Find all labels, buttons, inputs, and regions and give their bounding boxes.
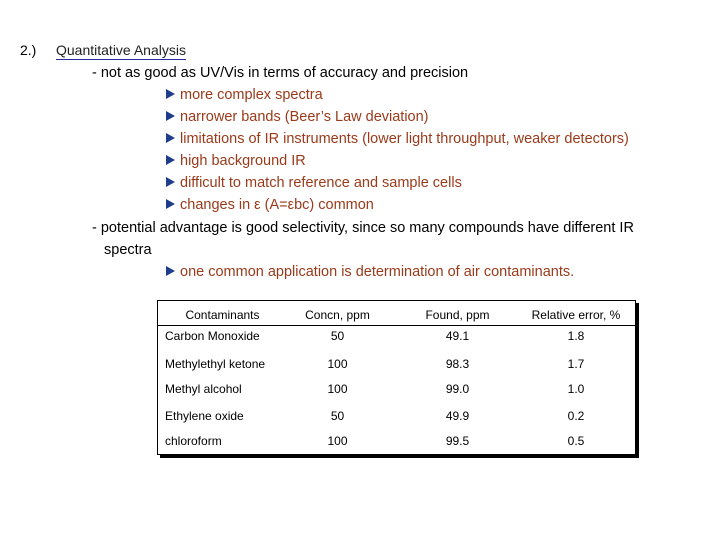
cell-found: 98.3 (445, 357, 470, 371)
col-header-contaminants: Contaminants (185, 308, 260, 322)
header-divider (157, 325, 636, 326)
cell-found: 49.1 (445, 329, 470, 343)
cell-contaminant: Ethylene oxide (165, 409, 244, 423)
point-selectivity: - potential advantage is good selectivity, since so many compounds have different IR (92, 220, 634, 236)
bullet-text: high background IR (180, 153, 306, 169)
table-box (157, 300, 636, 455)
bullet-text: changes in ε (A=εbc) common (180, 197, 374, 213)
section-title (56, 42, 186, 58)
arrow-bullet-icon (166, 199, 175, 209)
bullet-item (166, 153, 306, 169)
cell-found: 49.9 (445, 409, 470, 423)
arrow-bullet-icon (166, 89, 175, 99)
cell-found: 99.5 (445, 434, 470, 448)
bullet-item (166, 175, 462, 191)
cell-contaminant: Methylethyl ketone (165, 357, 266, 371)
arrow-bullet-icon (166, 155, 175, 165)
cell-concn: 50 (330, 409, 345, 423)
cell-concn: 50 (330, 329, 345, 343)
contaminants-table (157, 300, 636, 455)
arrow-bullet-icon (166, 266, 175, 276)
cell-error: 1.7 (567, 357, 585, 371)
cell-contaminant: chloroform (165, 434, 222, 448)
cell-error: 1.8 (567, 329, 585, 343)
bullet-text: one common application is determination of air contaminants. (180, 264, 575, 280)
section-title-text: Quantitative Analysis (56, 42, 186, 58)
cell-contaminant: Methyl alcohol (165, 382, 242, 396)
cell-concn: 100 (327, 434, 348, 448)
bullet-item (166, 197, 374, 213)
bullet-item (166, 87, 323, 103)
title-underline (56, 59, 186, 60)
bullet-text: difficult to match reference and sample cells (180, 175, 462, 191)
col-header-error: Relative error, % (531, 308, 621, 322)
cell-error: 1.0 (567, 382, 585, 396)
cell-error: 0.2 (567, 409, 585, 423)
col-header-concn: Concn, ppm (305, 308, 370, 322)
table-shadow-right (636, 303, 639, 458)
cell-concn: 100 (327, 357, 348, 371)
bullet-text: narrower bands (Beer’s Law deviation) (180, 109, 429, 125)
table-shadow-bottom (160, 455, 639, 458)
arrow-bullet-icon (166, 111, 175, 121)
cell-error: 0.5 (567, 434, 585, 448)
point-selectivity-cont: spectra (104, 242, 152, 258)
section-number: 2.) (20, 42, 37, 58)
arrow-bullet-icon (166, 133, 175, 143)
cell-contaminant: Carbon Monoxide (165, 329, 260, 343)
bullet-item (166, 109, 429, 125)
bullet-item (166, 264, 574, 280)
arrow-bullet-icon (166, 177, 175, 187)
col-header-found: Found, ppm (425, 308, 490, 322)
point-accuracy: - not as good as UV/Vis in terms of accuracy and precision (92, 65, 469, 81)
bullet-item (166, 131, 629, 147)
cell-found: 99.0 (445, 382, 470, 396)
cell-concn: 100 (327, 382, 348, 396)
bullet-text: more complex spectra (180, 87, 323, 103)
bullet-text: limitations of IR instruments (lower light throughput, weaker detectors) (180, 131, 629, 147)
